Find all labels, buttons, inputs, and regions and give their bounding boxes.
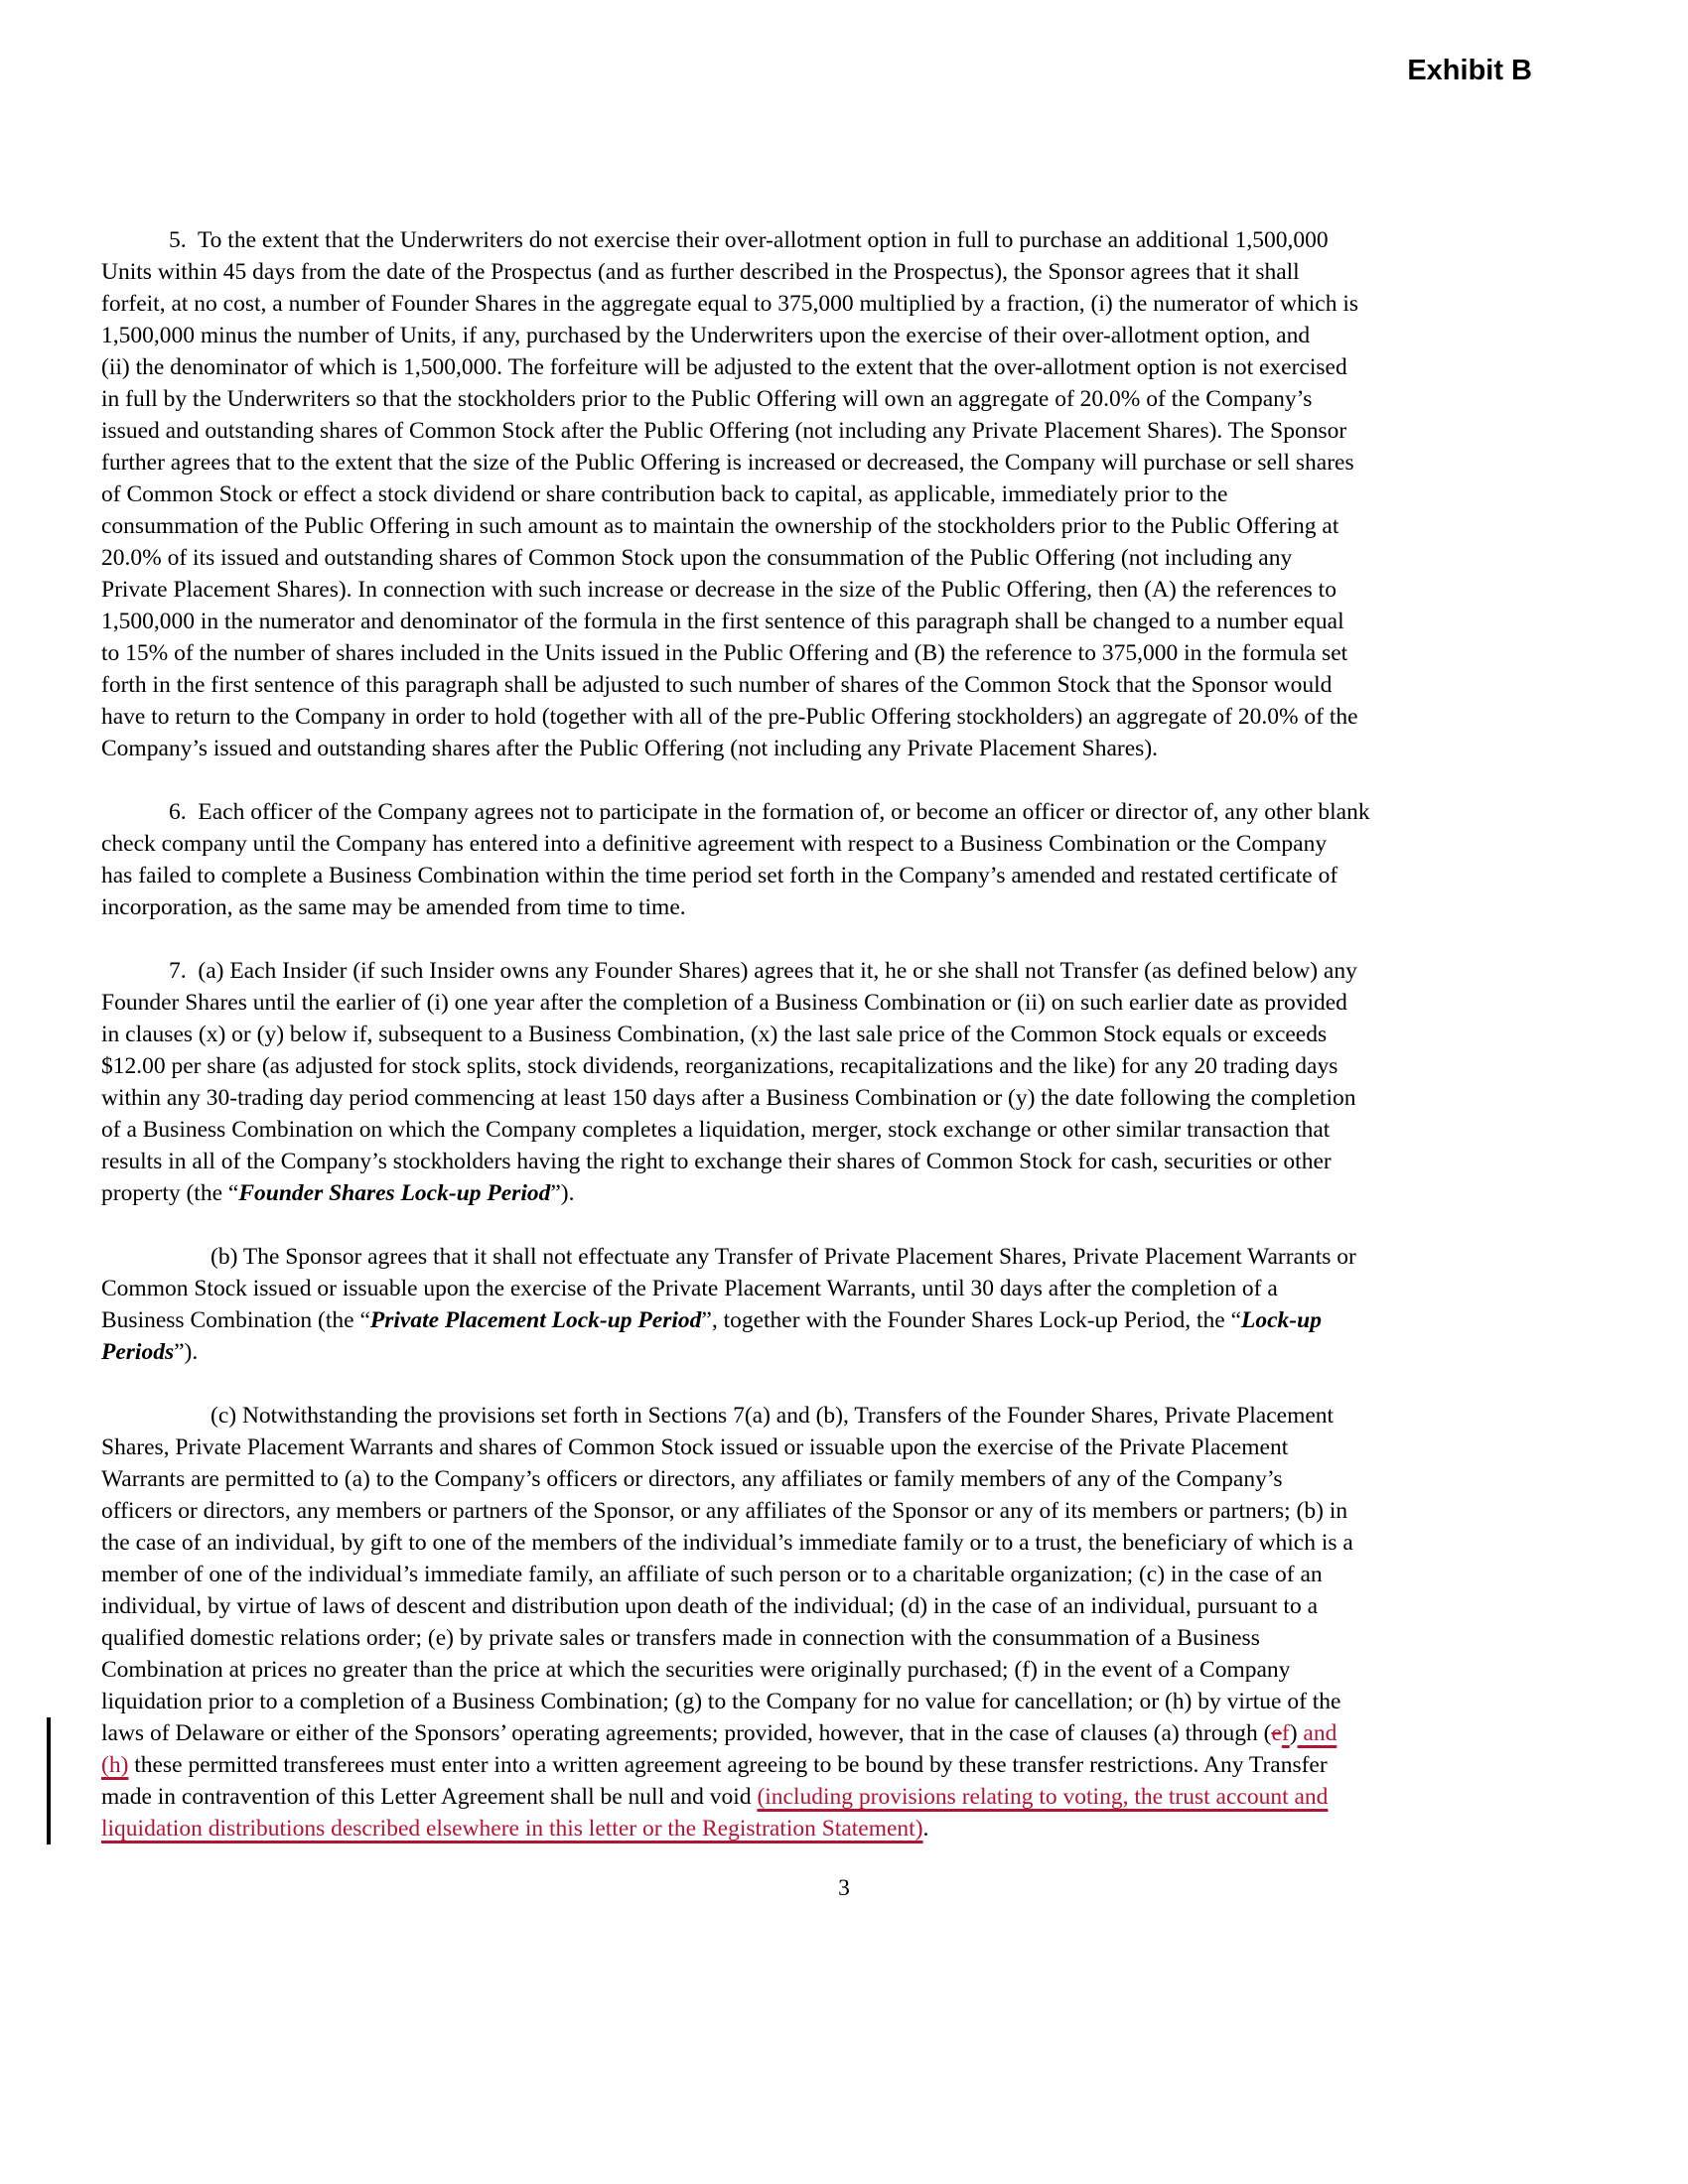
text-line [101,1527,1601,1559]
body-text: ”). [174,1339,199,1365]
inserted-redline-text: f [1281,1720,1290,1746]
text-line [101,1050,1601,1082]
text-line [101,1590,1601,1622]
text-line [101,987,1601,1019]
body-text: ) [1289,1720,1298,1746]
text-line [101,320,1601,351]
text-line [101,415,1601,447]
text-line [101,701,1601,733]
paragraph-7b [101,1241,1601,1368]
text-line [101,637,1601,669]
inserted-redline-text: and [1297,1720,1337,1746]
text-line [101,510,1601,542]
paragraph-6 [101,796,1601,923]
text-line [101,1432,1601,1463]
text-line [101,1019,1601,1050]
text-line [101,1495,1601,1527]
text-line [101,1781,1601,1813]
body-text: made in contravention of this Letter Agreement shall be null and void [101,1784,758,1810]
body-text: the case of an individual, by gift to one of the members of the individual’s immediate family or to a trust, the beneficiary of which is a [101,1530,1353,1556]
inserted-redline-text: (h) [101,1752,129,1778]
body-text: issued and outstanding shares of Common Stock after the Public Offering (not including any Private Placement Shares). The Sponsor [101,418,1347,444]
text-line [101,891,1601,923]
text-line [101,1654,1601,1686]
defined-term: Periods [101,1339,175,1365]
body-text: results in all of the Company’s stockholders having the right to exchange their shares of Common Stock for cash, securities or other [101,1149,1332,1174]
text-line [101,1813,1601,1844]
body-text: within any 30-trading day period commencing at least 150 days after a Business Combination or (y) the date following the completion [101,1085,1356,1111]
body-text: Common Stock issued or issuable upon the exercise of the Private Placement Warrants, until 30 days after the completion of a [101,1276,1278,1301]
body-text: ”, together with the Founder Shares Lock-up Period, the “ [701,1307,1242,1333]
body-text: individual, by virtue of laws of descent and distribution upon death of the individual; (d) in the case of an individual, pursuant to a [101,1593,1318,1619]
body-text: consummation of the Public Offering in such amount as to maintain the ownership of the stockholders prior to the Public Offering at [101,513,1339,539]
defined-term: Founder Shares Lock-up Period [238,1180,551,1206]
text-line [101,955,1601,987]
text-line [101,542,1601,574]
body-text: qualified domestic relations order; (e) by private sales or transfers made in connection with the consummation of a Business [101,1625,1260,1651]
body-text: (c) Notwithstanding the provisions set forth in Sections 7(a) and (b), Transfers of the Founder Shares, Private Placement [211,1403,1335,1429]
text-line [101,447,1601,478]
text-line [101,1146,1601,1177]
body-text: have to return to the Company in order to hold (together with all of the pre-Public Offering stockholders) an aggregate of 20.0% of the [101,704,1358,730]
text-line [101,1177,1601,1209]
inserted-redline-text: (including provisions relating to voting, the trust account and [757,1784,1329,1810]
body-text: of a Business Combination on which the Company completes a liquidation, merger, stock exchange or other similar transaction that [101,1117,1331,1143]
body-text: Combination at prices no greater than the price at which the securities were originally purchased; (f) in the event of a Company [101,1657,1291,1683]
defined-term: Private Placement Lock-up Period [369,1307,702,1333]
paragraph-7c [101,1400,1601,1844]
body-text: . [922,1816,929,1842]
text-line [101,1082,1601,1114]
body-text: in full by the Underwriters so that the stockholders prior to the Public Offering will own an aggregate of 20.0% of the Company’s [101,386,1313,412]
body-text: (ii) the denominator of which is 1,500,000. The forfeiture will be adjusted to the extent that the over-allotment option is not exercised [101,354,1347,380]
text-line [101,828,1601,860]
text-line [101,1241,1601,1273]
body-text: incorporation, as the same may be amended from time to time. [101,894,686,920]
body-text: these permitted transferees must enter into a written agreement agreeing to be bound by these transfer restrictions. Any Transfer [128,1752,1328,1778]
text-line [101,224,1601,256]
body-text: ”). [550,1180,575,1206]
text-line [101,1273,1601,1304]
body-text: member of one of the individual’s immediate family, an affiliate of such person or to a charitable organization; (c) in the case of an [101,1562,1323,1587]
text-line [101,351,1601,383]
text-line [101,383,1601,415]
paragraph-7a [101,955,1601,1209]
body-text: of Common Stock or effect a stock dividend or share contribution back to capital, as applicable, immediately prior to the [101,481,1228,507]
body-text: Company’s issued and outstanding shares after the Public Offering (not including any Private Placement Shares). [101,736,1159,761]
body-text: $12.00 per share (as adjusted for stock splits, stock dividends, reorganizations, recapitalizations and the like) for any 20 trading days [101,1053,1338,1079]
body-text: 1,500,000 in the numerator and denominator of the formula in the first sentence of this paragraph shall be changed to a number equal [101,609,1344,634]
body-text: (b) The Sponsor agrees that it shall not effectuate any Transfer of Private Placement Shares, Private Placement Warrants or [211,1244,1356,1270]
text-line [101,256,1601,288]
body-text: 1,500,000 minus the number of Units, if any, purchased by the Underwriters upon the exercise of their over-allotment option, and [101,323,1311,348]
text-line [101,1304,1601,1336]
text-line [101,1622,1601,1654]
paragraph-5 [101,224,1601,764]
text-line [101,606,1601,637]
text-line [101,669,1601,701]
body-text: to 15% of the number of shares included in the Units issued in the Public Offering and (B) the reference to 375,000 in the formula set [101,640,1348,666]
body-text: Shares, Private Placement Warrants and shares of Common Stock issued or issuable upon the exercise of the Private Placement [101,1434,1289,1460]
body-text: Private Placement Shares). In connection with such increase or decrease in the size of the Public Offering, then (A) the references to [101,577,1336,603]
body-text: check company until the Company has entered into a definitive agreement with respect to a Business Combination or the Company [101,831,1328,857]
text-line [101,1463,1601,1495]
defined-term: Lock-up [1241,1307,1322,1333]
body-text: further agrees that to the extent that the size of the Public Offering is increased or decreased, the Company will purchase or sell shares [101,450,1354,476]
body-text: 20.0% of its issued and outstanding shares of Common Stock upon the consummation of the Public Offering (not including any [101,545,1293,571]
body-text: has failed to complete a Business Combination within the time period set forth in the Company’s amended and restated certificate of [101,863,1338,888]
revision-change-bar [47,1717,51,1844]
body-text: laws of Delaware or either of the Sponsors’ operating agreements; provided, however, that in the case of clauses (a) through ( [101,1720,1272,1746]
document-body [101,224,1601,1876]
body-text: liquidation prior to a completion of a Business Combination; (g) to the Company for no value for cancellation; or (h) by virtue of the [101,1689,1341,1714]
inserted-redline-text: liquidation distributions described elsewhere in this letter or the Registration Statement) [101,1816,923,1842]
text-line [101,1336,1601,1368]
body-text: 7. (a) Each Insider (if such Insider owns any Founder Shares) agrees that it, he or she shall not Transfer (as defined below) any [169,958,1357,984]
text-line [101,1686,1601,1717]
text-line [101,288,1601,320]
body-text: Business Combination (the “ [101,1307,370,1333]
body-text: Units within 45 days from the date of the Prospectus (and as further described in the Prospectus), the Sponsor agrees that it shall [101,259,1300,285]
body-text: Founder Shares until the earlier of (i) one year after the completion of a Business Combination or (ii) on such earlier date as provided [101,990,1347,1016]
body-text: Warrants are permitted to (a) to the Company’s officers or directors, any affiliates or family members of any of the Company’s [101,1466,1283,1492]
text-line [101,1749,1601,1781]
exhibit-header: Exhibit B [1407,55,1532,86]
body-text: 6. Each officer of the Company agrees not to participate in the formation of, or become an officer or director of, any other blank [169,799,1370,825]
text-line [101,1400,1601,1432]
text-line [101,1717,1601,1749]
page-number: 3 [838,1875,850,1901]
text-line [101,574,1601,606]
text-line [101,1114,1601,1146]
body-text: in clauses (x) or (y) below if, subsequent to a Business Combination, (x) the last sale price of the Common Stock equals or exceeds [101,1022,1328,1047]
body-text: 5. To the extent that the Underwriters do not exercise their over-allotment option in full to purchase an additional 1,500,000 [169,227,1329,253]
text-line [101,860,1601,891]
body-text: forth in the first sentence of this paragraph shall be adjusted to such number of shares of the Common Stock that the Sponsor would [101,672,1333,698]
deleted-redline-text: e [1271,1720,1282,1746]
text-line [101,1559,1601,1590]
text-line [101,733,1601,764]
body-text: property (the “ [101,1180,239,1206]
text-line [101,478,1601,510]
text-line [101,796,1601,828]
body-text: forfeit, at no cost, a number of Founder Shares in the aggregate equal to 375,000 multiplied by a fraction, (i) the numerator of which is [101,291,1359,317]
body-text: officers or directors, any members or partners of the Sponsor, or any affiliates of the Sponsor or any of its members or partners; (b) in [101,1498,1348,1524]
